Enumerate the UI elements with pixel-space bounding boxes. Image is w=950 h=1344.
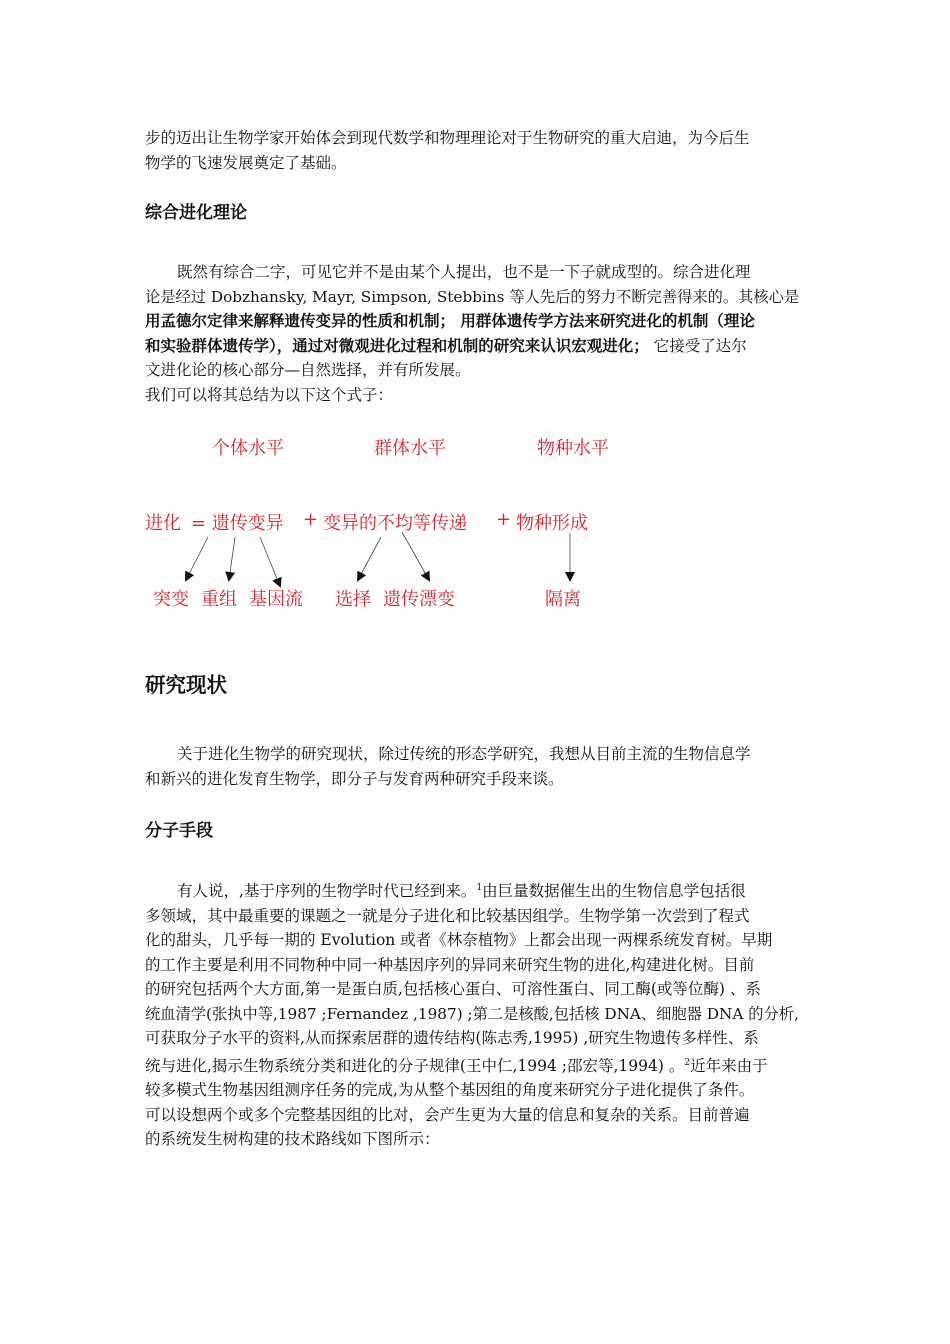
sub-label-isolation: 隔离 (545, 589, 581, 610)
text-line: 较多模式生物基因组测序任务的完成,为从整个基因组的角度来研究分子进化提供了条件。 (145, 1081, 755, 1099)
molecular-methods-paragraph (145, 876, 807, 1152)
text-run: 它接受了达尔 (648, 336, 747, 355)
text-line: 步的迈出让生物学家开始体会到现代数学和物理理论对于生物研究的重大启迪，为今后生 (145, 129, 750, 147)
level-label-population: 群体水平 (374, 438, 446, 459)
text-line: 物学的飞速发展奠定了基础。 (145, 153, 347, 172)
text-line: 可以设想两个或多个完整基因组的比对，会产生更为大量的信息和复杂的关系。目前普遍 (145, 1105, 750, 1124)
text-line: 我们可以将其总结为以下这个式子： (145, 385, 394, 404)
text-line: 多领域，其中最重要的课题之一就是分子进化和比较基因组学。生物学第一次尝到了程式 (145, 906, 750, 925)
section-heading-synthetic-theory: 综合进化理论 (145, 203, 247, 223)
formula-term-genetic-variation: = 遗传变异 (191, 513, 284, 534)
formula-plus: + (496, 509, 512, 530)
text-run: 近年来由于 (690, 1056, 768, 1075)
text-run: 统与进化,揭示生物系统分类和进化的分子规律(王中仁,1994 ;邵宏等,1994) 。 (145, 1056, 685, 1075)
formula-term-speciation: 物种形成 (516, 513, 588, 534)
text-line: 统血清学(张执中等,1987 ;Fernandez ,1987) ;第二是核酸,包括核 DNA、细胞器 DNA 的分析, (145, 1004, 799, 1023)
text-line: 的工作主要是利用不同物种中同一种基因序列的异同来研究生物的进化,构建进化树。目前 (145, 955, 755, 974)
text-line (145, 1051, 807, 1079)
level-label-individual: 个体水平 (212, 438, 284, 459)
footnote-marker[interactable]: 2 (684, 1057, 691, 1068)
text-run: 有人说，,基于序列的生物学时代已经到来。 (177, 882, 477, 900)
text-line: 和新兴的进化发育生物学，即分子与发育两种研究手段来谈。 (145, 769, 564, 788)
arrow-line (358, 537, 381, 580)
text-line (145, 876, 807, 904)
sub-label-mutation: 突变 (153, 589, 189, 610)
text-line: 的研究包括两个大方面,第一是蛋白质,包括核心蛋白、可溶性蛋白、同工酶(或等位酶) 、系 (145, 980, 761, 998)
arrow-line (229, 537, 235, 580)
arrow-line (402, 532, 429, 580)
footnote-marker[interactable]: 1 (476, 883, 483, 893)
level-label-species: 物种水平 (537, 438, 609, 459)
text-line: 化的甜头，几乎每一期的 Evolution 或者《林奈植物》上都会出现一两棵系统发育树。早期 (145, 931, 773, 949)
formula-term-unequal-transmission: 变异的不均等传递 (323, 513, 467, 534)
text-line: 的系统发生树构建的技术路线如下图所示： (145, 1130, 440, 1148)
formula-lhs: 进化 (145, 513, 181, 534)
text-line: 关于进化生物学的研究现状，除过传统的形态学研究，我想从目前主流的生物信息学 (177, 745, 751, 763)
sub-label-genetic-drift: 遗传漂变 (383, 589, 455, 610)
arrow-line (186, 537, 208, 580)
text-run: 由巨量数据催生出的生物信息学包括很 (482, 882, 746, 900)
sub-label-selection: 选择 (335, 589, 371, 610)
bold-text: 和实验群体遗传学），通过对微观进化过程和机制的研究来认识宏观进化； (145, 336, 649, 355)
sub-label-recombination: 重组 (201, 589, 237, 610)
section-heading-molecular-methods: 分子手段 (145, 821, 213, 841)
sub-label-gene-flow: 基因流 (249, 589, 303, 610)
text-line: 论是经过 Dobzhansky, Mayr, Simpson, Stebbins 等人先后的努力不断完善得来的。其核心是 (145, 287, 800, 306)
text-line: 文进化论的核心部分—自然选择，并有所发展。 (145, 361, 471, 379)
research-status-paragraph (145, 742, 807, 791)
text-line: 既然有综合二字，可见它并不是由某个人提出，也不是一下子就成型的。综合进化理 (177, 263, 751, 281)
section-heading-research-status: 研究现状 (145, 673, 227, 697)
bold-text: 用孟德尔定律来解释遗传变异的性质和机制； 用群体遗传学方法来研究进化的机制（理论 (145, 312, 755, 330)
text-line: 可获取分子水平的资料,从而探索居群的遗传结构(陈志秀,1995) ,研究生物遗传多样性、系 (145, 1029, 759, 1047)
formula-plus: + (303, 509, 319, 530)
arrow-line (260, 537, 280, 586)
